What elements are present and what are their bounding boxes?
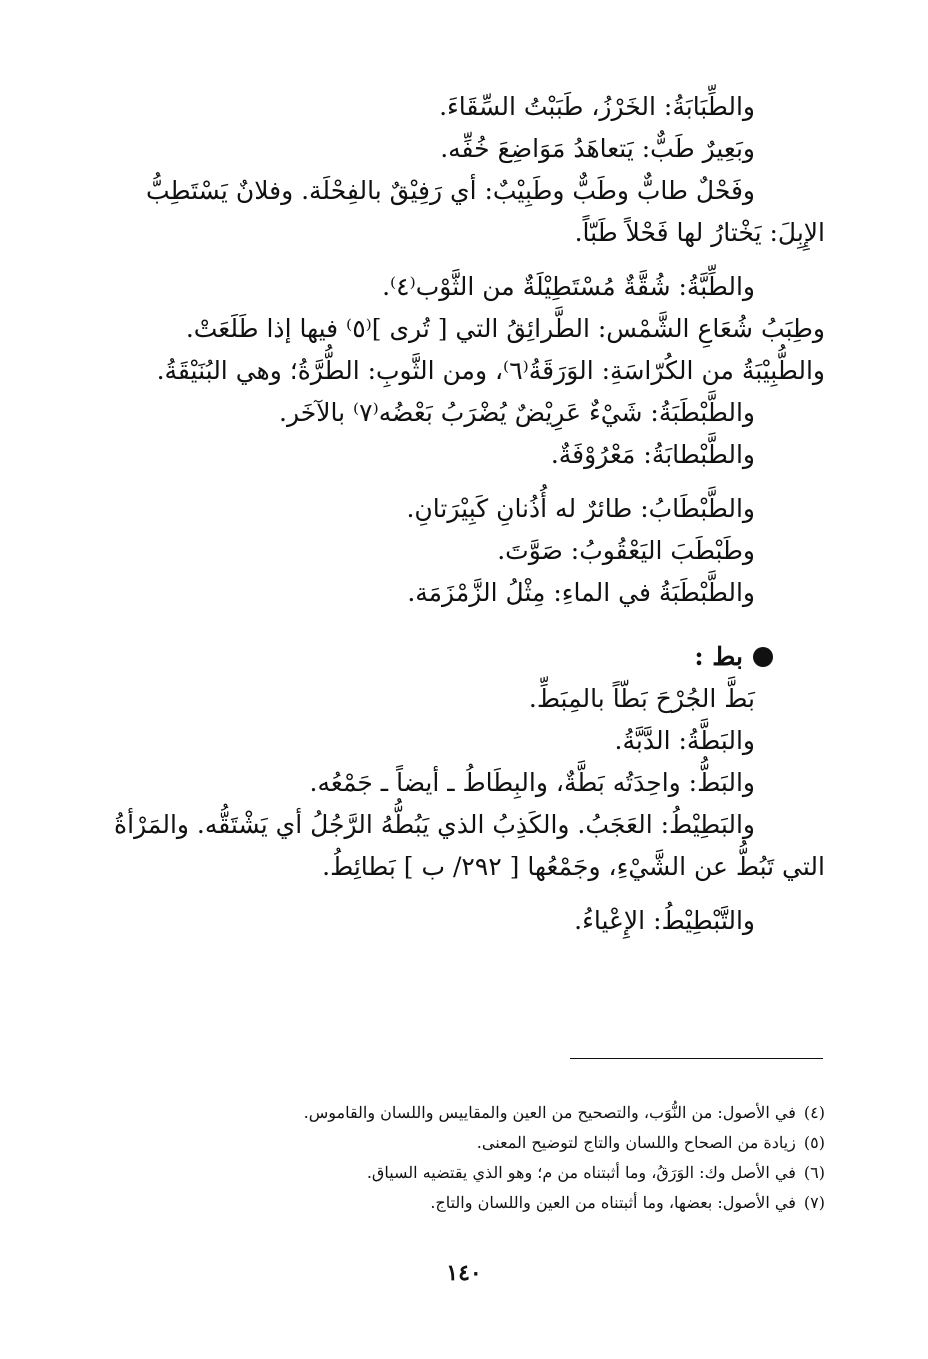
footnote-divider	[570, 1058, 823, 1059]
page-number: ١٤٠	[446, 1260, 482, 1286]
entry-batit: والبَطِيْطُ: العَجَبُ. والكَذِبُ الذي يَبُطُّهُ الرَّجُلُ أي يَشْتَقُّه. والمَرْأةُ التي تَبُطُّ عن الشَّيْءِ، وجَمْعُها [ ٢٩٢/ ب ] بَطائِطُ.	[114, 810, 825, 881]
entry-tubaiba: والطُّبِيْبَةُ من الكُرّاسَةِ: الوَرَقَةُ⁽٦⁾، ومن الثَّوبِ: الطُّرَّةُ؛ وهي البُنَيْقَةُ.	[156, 356, 825, 385]
footnote-item	[200, 1128, 825, 1158]
entry-tabtaab: والطَّبْطَابُ: طائرٌ له أُذُنانِ كَبِيْرَتانِ.	[406, 494, 755, 523]
entry-batta-dabba: والبَطَّةُ: الدَّبَّةُ.	[614, 726, 755, 755]
entry-tabtaba-maa: والطَّبْطَبَةُ في الماءِ: مِثْلُ الزَّمْزَمَة.	[407, 578, 755, 607]
footnotes	[200, 1098, 825, 1218]
footnote-number: (٤)	[803, 1103, 825, 1122]
footnote-text: في الأصول: بعضها، وما أثبتناه من العين واللسان والتاج.	[430, 1193, 796, 1212]
entry-tibaba: والطِّبَابَةُ: الخَرْزُ، طَبَبْتُ السِّقَاءَ.	[439, 92, 755, 121]
section-heading	[90, 636, 825, 678]
entry-tabtaba-yaqub: وطَبْطَبَ اليَعْقُوبُ: صَوَّتَ.	[497, 536, 755, 565]
footnote-text: في الأصل وك: الوَرَقُ، وما أثبتناه من م؛ وهو الذي يقتضيه السياق.	[366, 1163, 796, 1182]
footnote-number: (٦)	[803, 1163, 825, 1182]
entry-tibba: والطِّبَّةُ: شُقَّةٌ مُسْتَطِيْلَةٌ من الثَّوْب⁽٤⁾.	[382, 272, 755, 301]
footnote-item	[200, 1188, 825, 1218]
footnote-item	[200, 1098, 825, 1128]
main-text	[90, 86, 825, 942]
entry-tibab-shua: وطِبَبُ شُعَاعِ الشَّمْس: الطَّرائِقُ التي [ تُرى ]⁽٥⁾ فيها إذا طَلَعَتْ.	[185, 314, 825, 343]
entry-batt: والبَطُّ: واحِدَتُه بَطَّةٌ، والبِطَاطُ ـ أيضاً ـ جَمْعُه.	[309, 768, 755, 797]
entry-fahl-tabb: وفَحْلٌ طابٌّ وطَبٌّ وطَبِيْبٌ: أي رَفِيْقٌ بالفِحْلَة. وفلانٌ يَسْتَطِبُّ الإِبِلَ: يَخْتارُ لها فَحْلاً طَبّاً.	[146, 176, 825, 247]
entry-batta-jurh: بَطَّ الجُرْحَ بَطّاً بالمِبَطِّ.	[528, 684, 755, 713]
footnote-text: زيادة من الصحاح واللسان والتاج لتوضيح المعنى.	[476, 1133, 796, 1152]
entry-tabtaaba: والطَّبْطابَةُ: مَعْرُوْفَةٌ.	[550, 440, 755, 469]
bullet-dot-icon	[753, 647, 773, 667]
footnote-number: (٧)	[803, 1193, 825, 1212]
footnote-text: في الأصول: من النُّوَب، والتصحيح من العين والمقاييس واللسان والقاموس.	[303, 1103, 796, 1122]
entry-tabtaba: والطَّبْطَبَةُ: شَيْءٌ عَرِيْضٌ يُضْرَبُ بَعْضُه⁽٧⁾ بالآخَر.	[279, 398, 755, 427]
footnote-item	[200, 1158, 825, 1188]
entry-tabtit: والتَّبْطِيْطُ: الإِعْياءُ.	[574, 906, 755, 935]
entry-bair-tabb: وبَعِيرٌ طَبٌّ: يَتعاهَدُ مَوَاضِعَ خُفِّه.	[440, 134, 755, 163]
section-heading-label: بط :	[694, 642, 743, 671]
footnote-number: (٥)	[803, 1133, 825, 1152]
